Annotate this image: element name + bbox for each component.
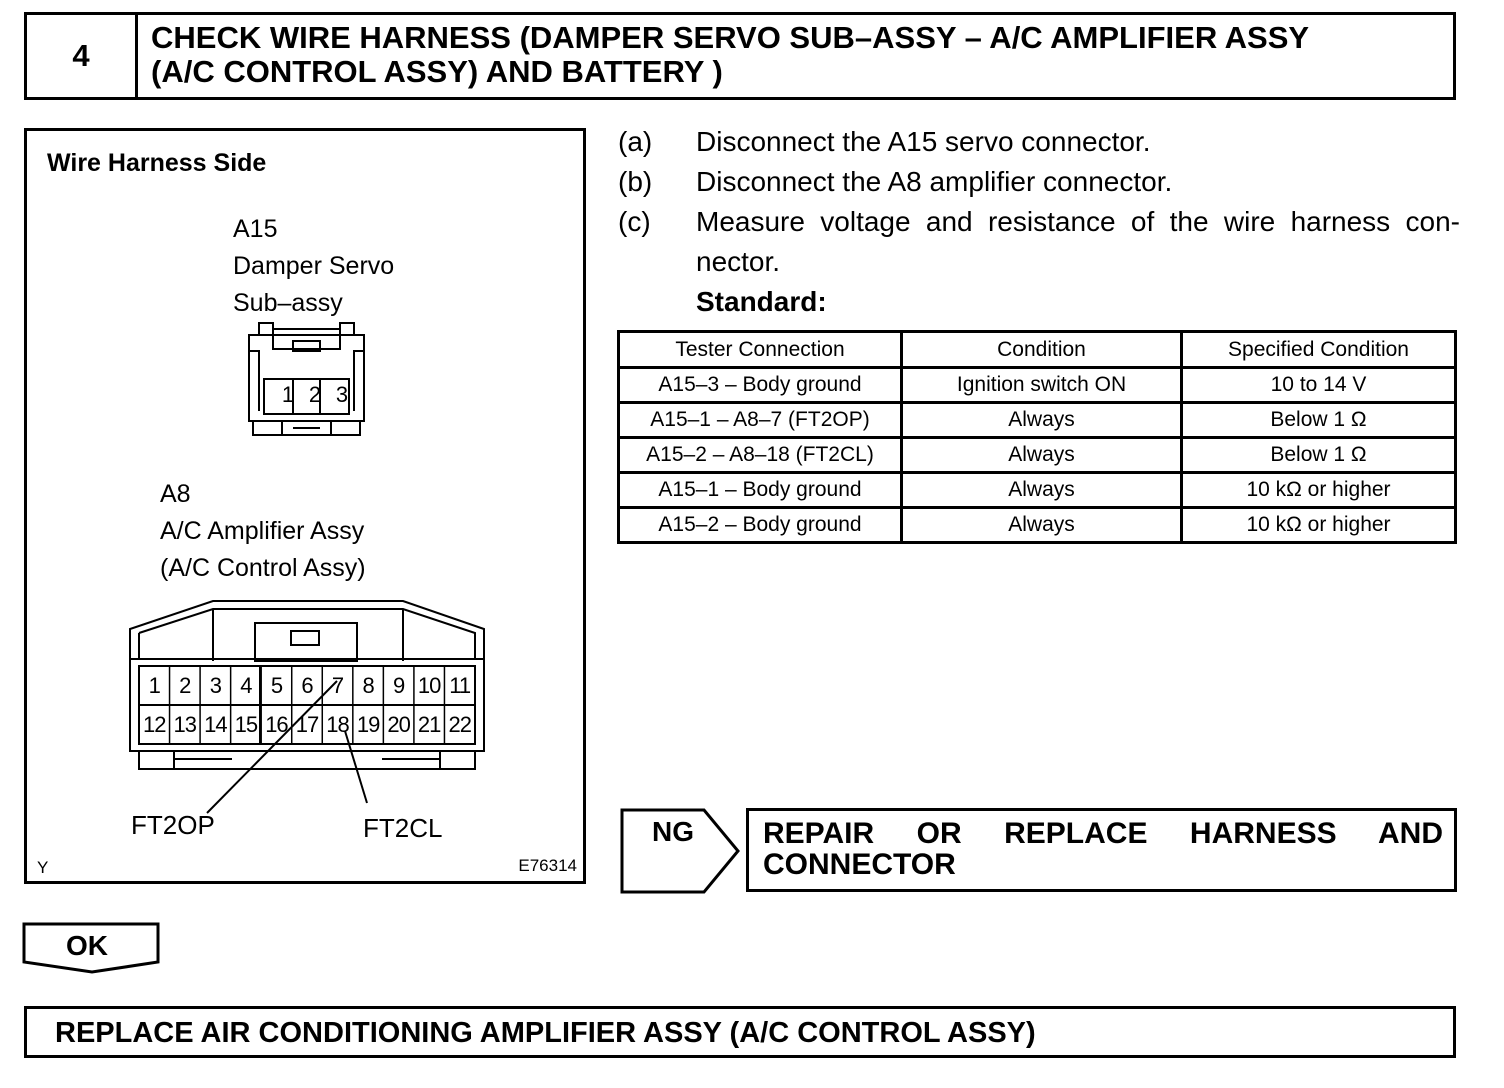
table-row bbox=[619, 473, 1456, 508]
table-header-row bbox=[619, 332, 1456, 368]
step-title-line2: (A/C CONTROL ASSY) AND BATTERY ) bbox=[151, 54, 723, 89]
ft2cl-label: FT2CL bbox=[363, 813, 443, 843]
a8-pin-number: 2 bbox=[179, 673, 191, 698]
table-cell: A15–1 – Body ground bbox=[619, 473, 902, 508]
a8-name-line1: A/C Amplifier Assy bbox=[160, 517, 365, 545]
a8-pin-number: 13 bbox=[173, 712, 197, 737]
figure-heading: Wire Harness Side bbox=[47, 149, 267, 177]
a8-pin-number: 6 bbox=[301, 673, 313, 698]
a15-pin-number: 2 bbox=[308, 382, 322, 407]
table-cell: A15–3 – Body ground bbox=[619, 368, 902, 403]
a15-name-line1: Damper Servo bbox=[233, 252, 395, 280]
wiring-figure bbox=[24, 128, 586, 884]
instruction-c-letter: (c) bbox=[618, 206, 651, 237]
a8-pin-number: 22 bbox=[448, 712, 471, 737]
table-cell: Always bbox=[902, 403, 1182, 438]
a8-pin-number: 12 bbox=[143, 712, 166, 737]
a15-label-block bbox=[233, 211, 394, 322]
table-cell: Below 1 Ω bbox=[1182, 438, 1456, 473]
a15-name-line2: Sub–assy bbox=[233, 289, 343, 317]
ng-result-text: REPAIR OR REPLACE HARNESS AND CONNECTOR bbox=[763, 817, 1443, 881]
a8-pin-number: 15 bbox=[234, 712, 258, 737]
a15-pin-number: 1 bbox=[281, 382, 295, 407]
a8-pin-number: 4 bbox=[240, 673, 252, 698]
table-row bbox=[619, 438, 1456, 473]
header-tester-connection: Tester Connection bbox=[619, 332, 902, 368]
table-cell: Always bbox=[902, 508, 1182, 543]
instruction-c-text: Measure voltage and resistance of the wire harness con-nector. bbox=[696, 206, 1460, 277]
ft2op-label: FT2OP bbox=[131, 810, 215, 840]
a15-code: A15 bbox=[233, 215, 278, 243]
ok-label: OK bbox=[66, 930, 108, 961]
a8-name-line2: (A/C Control Assy) bbox=[160, 554, 366, 582]
step-title bbox=[151, 21, 1441, 89]
table-cell: A15–2 – Body ground bbox=[619, 508, 902, 543]
a8-pin-number: 17 bbox=[295, 712, 319, 737]
table-row bbox=[619, 403, 1456, 438]
a8-pin-number: 7 bbox=[331, 673, 344, 698]
table-row bbox=[619, 508, 1456, 543]
a8-label-block bbox=[160, 476, 366, 587]
figure-code-left: Y bbox=[37, 858, 49, 877]
table-cell: 10 kΩ or higher bbox=[1182, 508, 1456, 543]
a8-pin-number: 11 bbox=[449, 673, 471, 698]
a8-pin-number: 18 bbox=[326, 712, 349, 737]
ng-result-box bbox=[746, 808, 1457, 892]
table-cell: Ignition switch ON bbox=[902, 368, 1182, 403]
instruction-a-text: Disconnect the A15 servo connector. bbox=[696, 126, 1151, 157]
header-condition: Condition bbox=[902, 332, 1182, 368]
instruction-b-text: Disconnect the A8 amplifier connector. bbox=[696, 166, 1173, 197]
a8-pin-number: 16 bbox=[265, 712, 288, 737]
header-specified-condition: Specified Condition bbox=[1182, 332, 1456, 368]
step-number: 4 bbox=[27, 15, 138, 97]
table-cell: Below 1 Ω bbox=[1182, 403, 1456, 438]
a8-pin-number: 8 bbox=[362, 673, 374, 698]
spec-table bbox=[617, 330, 1457, 544]
a8-code: A8 bbox=[160, 480, 191, 508]
a8-pin-number: 21 bbox=[417, 712, 441, 737]
step-header bbox=[24, 12, 1456, 100]
instruction-a-letter: (a) bbox=[618, 126, 653, 157]
final-action-text: REPLACE AIR CONDITIONING AMPLIFIER ASSY (A/C CONTROL ASSY) bbox=[55, 1017, 1036, 1049]
step-title-line1: CHECK WIRE HARNESS (DAMPER SERVO SUB–ASSY – A/C AMPLIFIER ASSY bbox=[151, 20, 1310, 55]
a8-pin-number: 14 bbox=[204, 712, 227, 737]
table-cell: 10 to 14 V bbox=[1182, 368, 1456, 403]
a15-connector-icon bbox=[249, 323, 364, 435]
a8-pin-number: 1 bbox=[148, 673, 160, 698]
a8-pin-number: 20 bbox=[387, 712, 410, 737]
table-cell: 10 kΩ or higher bbox=[1182, 473, 1456, 508]
instruction-b-letter: (b) bbox=[618, 166, 653, 197]
table-cell: Always bbox=[902, 438, 1182, 473]
a15-pin-number: 3 bbox=[335, 382, 349, 407]
table-cell: Always bbox=[902, 473, 1182, 508]
a8-pin-number: 3 bbox=[209, 673, 221, 698]
a8-pin-number: 10 bbox=[417, 673, 441, 698]
table-cell: A15–2 – A8–18 (FT2CL) bbox=[619, 438, 902, 473]
ng-label: NG bbox=[652, 816, 694, 847]
figure-code-right: E76314 bbox=[518, 856, 577, 875]
final-action-box bbox=[24, 1006, 1456, 1058]
table-cell: A15–1 – A8–7 (FT2OP) bbox=[619, 403, 902, 438]
table-row bbox=[619, 368, 1456, 403]
standard-label: Standard: bbox=[696, 286, 827, 317]
a8-pin-number: 19 bbox=[356, 712, 380, 737]
a8-pin-number: 9 bbox=[393, 673, 405, 698]
a8-pin-number: 5 bbox=[270, 673, 283, 698]
